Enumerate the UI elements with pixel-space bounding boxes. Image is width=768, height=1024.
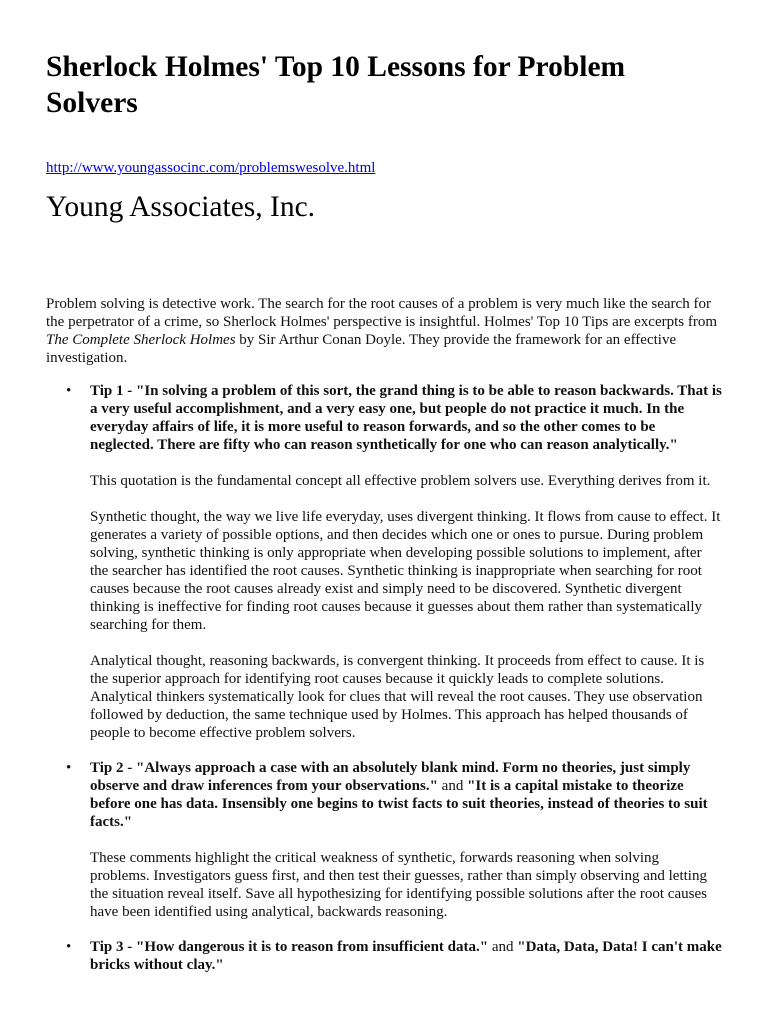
bullet-icon: • bbox=[66, 760, 72, 776]
tip-2-connector: and bbox=[437, 778, 468, 794]
intro-text-part1: Problem solving is detective work. The search for the root causes of a problem is very much like the search for the perpetrator of a crime, so Sherlock Holmes' perspective is insightful. Holmes' Top 10 Tips are excerpts from bbox=[46, 296, 718, 330]
source-url-link[interactable]: http://www.youngassocinc.com/problemswesolve.html bbox=[46, 160, 376, 176]
page-title: Sherlock Holmes' Top 10 Lessons for Problem Solvers bbox=[46, 51, 626, 119]
list-item-tip-1 bbox=[66, 382, 722, 742]
tips-list bbox=[46, 382, 722, 974]
tip-1-quote-text: Tip 1 - "In solving a problem of this sort, the grand thing is to be able to reason backwards. That is a very useful accomplishment, and a very easy one, but people do not practice it much. In the everyday affairs of life, it is more useful to reason forwards, and so the other comes to be neglected. There are fifty who can reason synthetically for one who can reason analytically." bbox=[90, 383, 722, 453]
tip-2-quote-1: Tip 2 - "Always approach a case with an absolutely blank mind. Form no theories, just simply observe and draw inferences from your observations." bbox=[90, 760, 691, 794]
company-name: Young Associates, Inc. bbox=[46, 191, 316, 223]
tip-3-quote-2: "Data, Data, Data! I can't make bricks without clay." bbox=[90, 939, 722, 973]
intro-text-part2: by Sir Arthur Conan Doyle. They provide the framework for an effective investigation. bbox=[46, 332, 677, 366]
tip-3-quote-1: Tip 3 - "How dangerous it is to reason from insufficient data." bbox=[90, 939, 489, 955]
tip-1-paragraph-3: Analytical thought, reasoning backwards, is convergent thinking. It proceeds from effect to cause. It is the superior approach for identifying root causes because it quickly leads to complete solutions. Analytical thinkers systematically look for clues that will reveal the root causes. They use observation followed by deduction, the same technique used by Holmes. This approach has helped thousands of people to become effective problem solvers. bbox=[90, 653, 705, 741]
list-item-tip-3 bbox=[66, 938, 722, 974]
tip-1-paragraph-2: Synthetic thought, the way we live life everyday, uses divergent thinking. It flows from cause to effect. It generates a variety of possible options, and then decides which one or ones to pursue. During problem solving, synthetic thinking is only appropriate when developing possible solutions to implement, after the searcher has identified the root causes. Synthetic thinking is inappropriate when searching for root causes because the root causes already exist and simply need to be discovered. Synthetic divergent thinking is ineffective for finding root causes because it guesses about them rather than systematically searching for them. bbox=[90, 509, 721, 633]
tip-2-paragraph-1: These comments highlight the critical weakness of synthetic, forwards reasoning when solving problems. Investigators guess first, and then test their guesses, rather than simply observing and letting the situation reveal itself. Save all hypothesizing for identifying possible solutions after the root causes have been identified using analytical, backwards reasoning. bbox=[90, 850, 707, 920]
tip-2-quote-2: "It is a capital mistake to theorize before one has data. Insensibly one begins to twist facts to suit theories, instead of theories to suit facts." bbox=[90, 778, 708, 830]
tip-1-paragraph-1: This quotation is the fundamental concept all effective problem solvers use. Everything derives from it. bbox=[90, 473, 711, 489]
book-title: The Complete Sherlock Holmes bbox=[46, 332, 236, 348]
tip-3-quote bbox=[90, 938, 722, 974]
list-item-tip-2 bbox=[66, 759, 722, 921]
intro-paragraph bbox=[46, 295, 722, 367]
tip-3-connector: and bbox=[488, 939, 518, 955]
bullet-icon: • bbox=[66, 939, 72, 955]
tip-2-quote bbox=[90, 759, 722, 831]
bullet-icon: • bbox=[66, 383, 72, 399]
tip-1-quote bbox=[90, 382, 722, 454]
